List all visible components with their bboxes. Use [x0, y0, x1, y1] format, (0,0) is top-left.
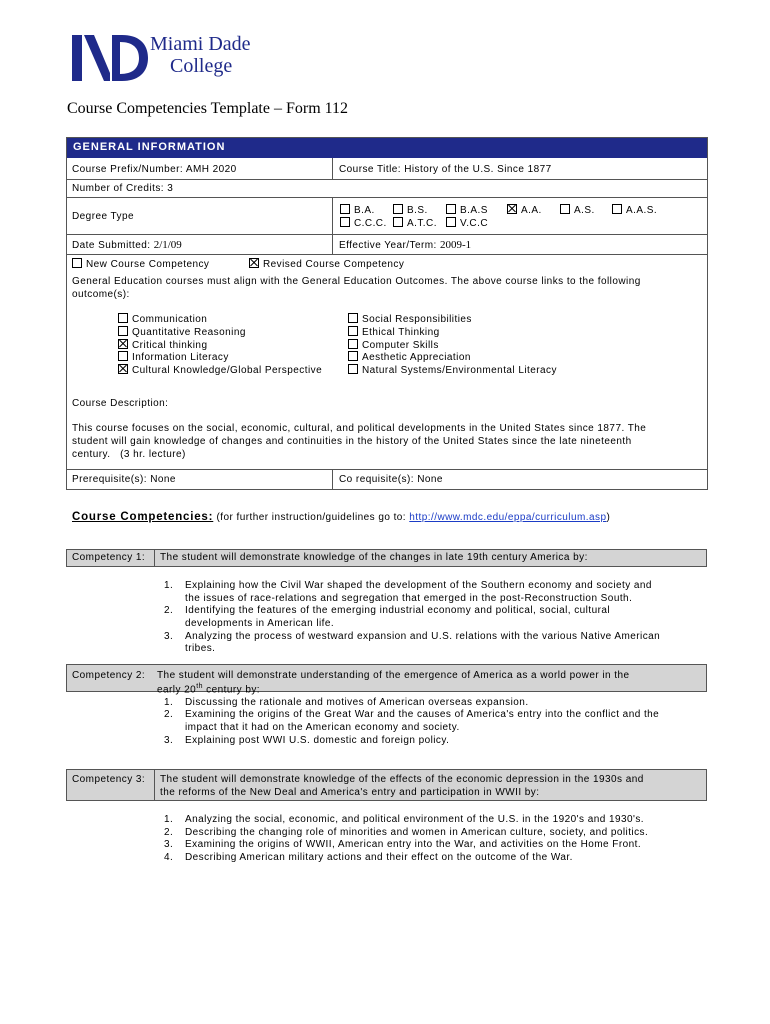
outcome-ethical-thinking[interactable]: Ethical Thinking — [348, 326, 440, 338]
competency-3-item-line: Describing the changing role of minorities and women in American culture, society, and politics. — [185, 827, 649, 838]
row-divider — [66, 469, 708, 470]
logo-text-line1: Miami Dade — [150, 33, 251, 55]
checkbox-icon — [393, 217, 403, 227]
checkbox-icon — [118, 313, 128, 323]
row-divider — [66, 197, 708, 198]
checkbox-icon — [340, 217, 350, 227]
checkbox-icon — [446, 204, 456, 214]
degree-option-bas[interactable]: B.A.S — [446, 204, 488, 216]
number-of-credits: Number of Credits: 3 — [72, 183, 174, 194]
column-divider — [154, 769, 155, 801]
competency-2-text: The student will demonstrate understanding of the emergence of America as a world power in the — [157, 670, 630, 681]
form-title: Course Competencies Template – Form 112 — [67, 100, 349, 117]
competency-2-text-continued: early 20th century by: — [157, 683, 261, 696]
checkbox-icon — [118, 351, 128, 361]
competency-1-item-line: the issues of race-relations and segregation that emerged in the post-Reconstruction South. — [185, 593, 633, 604]
course-description-line: century. (3 hr. lecture) — [72, 449, 186, 460]
curriculum-link[interactable]: http://www.mdc.edu/eppa/curriculum.asp — [409, 512, 607, 523]
degree-option-aas[interactable]: A.A.S. — [612, 204, 657, 216]
competency-3-item-line: Analyzing the social, economic, and political environment of the U.S. in the 1920's and 1930's. — [185, 814, 645, 825]
degree-option-as[interactable]: A.S. — [560, 204, 595, 216]
course-description-label: Course Description: — [72, 398, 169, 409]
general-information-header: GENERAL INFORMATION — [67, 137, 707, 158]
competency-2-item-number: 3. — [164, 735, 174, 746]
outcome-communication[interactable]: Communication — [118, 313, 207, 325]
outcome-quantitative-reasoning[interactable]: Quantitative Reasoning — [118, 326, 246, 338]
degree-option-bs[interactable]: B.S. — [393, 204, 428, 216]
competency-3-label: Competency 3: — [72, 774, 146, 785]
degree-option-ba[interactable]: B.A. — [340, 204, 375, 216]
checkbox-icon — [348, 364, 358, 374]
competency-2-item-line: impact that it had on the American economy and society. — [185, 722, 460, 733]
competency-3-item-number: 4. — [164, 852, 174, 863]
gen-ed-text: General Education courses must align with the General Education Outcomes. The above course links to the following outcome(s): — [72, 276, 641, 300]
outcome-natural-systems[interactable]: Natural Systems/Environmental Literacy — [348, 364, 557, 376]
corequisites: Co requisite(s): None — [339, 474, 443, 485]
checkbox-icon — [393, 204, 403, 214]
competency-1-item-line: Identifying the features of the emerging industrial economy and political, social, cultural — [185, 605, 611, 616]
effective-year-term: Effective Year/Term: 2009-1 — [339, 239, 472, 251]
course-prefix: Course Prefix/Number: AMH 2020 — [72, 164, 237, 175]
degree-type-label: Degree Type — [72, 211, 135, 222]
outcome-computer-skills[interactable]: Computer Skills — [348, 339, 439, 351]
row-divider — [66, 254, 708, 255]
competency-2-item-line: Explaining post WWI U.S. domestic and foreign policy. — [185, 735, 450, 746]
row-divider — [66, 234, 708, 235]
competency-1-item-number: 1. — [164, 580, 174, 591]
competency-3-item-number: 3. — [164, 839, 174, 850]
outcome-social-responsibilities[interactable]: Social Responsibilities — [348, 313, 472, 325]
checked-checkbox-icon — [118, 339, 128, 349]
competency-1-item-line: Analyzing the process of westward expansion and U.S. relations with the various Native American — [185, 631, 661, 642]
outcome-aesthetic-appreciation[interactable]: Aesthetic Appreciation — [348, 351, 471, 363]
competency-2-item-line: Discussing the rationale and motives of American overseas expansion. — [185, 697, 529, 708]
competency-2-item-line: Examining the origins of the Great War and the causes of America's entry into the conflict and the — [185, 709, 660, 720]
outcome-information-literacy[interactable]: Information Literacy — [118, 351, 229, 363]
row-divider — [66, 179, 708, 180]
date-submitted: Date Submitted: 2/1/09 — [72, 239, 182, 251]
revised-competency-option[interactable]: Revised Course Competency — [249, 258, 404, 270]
course-title: Course Title: History of the U.S. Since 1877 — [339, 164, 552, 175]
course-competencies-heading: Course Competencies: (for further instruction/guidelines go to: http://www.mdc.edu/eppa/curriculum.asp) — [72, 511, 611, 523]
competency-1-item-number: 2. — [164, 605, 174, 616]
degree-option-vcc[interactable]: V.C.C — [446, 217, 488, 229]
prerequisites: Prerequisite(s): None — [72, 474, 176, 485]
competency-3-text-continued: the reforms of the New Deal and America's entry and participation in WWII by: — [160, 787, 540, 798]
checkbox-icon — [446, 217, 456, 227]
checkbox-icon — [340, 204, 350, 214]
checkbox-icon — [348, 351, 358, 361]
competency-1-item-line: Explaining how the Civil War shaped the development of the Southern economy and society and — [185, 580, 652, 591]
competency-1-text: The student will demonstrate knowledge of the changes in late 19th century America by: — [160, 552, 588, 563]
logo-mark-icon — [70, 33, 150, 83]
competency-3-item-line: Describing American military actions and their effect on the outcome of the War. — [185, 852, 573, 863]
checkbox-icon — [118, 326, 128, 336]
checkbox-icon — [72, 258, 82, 268]
checkbox-icon — [348, 313, 358, 323]
logo-text-line2: College — [170, 55, 233, 77]
competency-3-item-line: Examining the origins of WWII, American entry into the War, and activities on the Home Front. — [185, 839, 642, 850]
checkbox-icon — [348, 326, 358, 336]
competency-3-item-number: 1. — [164, 814, 174, 825]
competency-2-item-number: 2. — [164, 709, 174, 720]
course-description-line: This course focuses on the social, economic, cultural, and political developments in the United States since 1877. The — [72, 423, 647, 434]
competency-3-text: The student will demonstrate knowledge of the effects of the economic depression in the 1930s and — [160, 774, 644, 785]
checkbox-icon — [612, 204, 622, 214]
column-divider — [332, 197, 333, 254]
college-logo — [70, 33, 290, 85]
competency-1-label: Competency 1: — [72, 552, 146, 563]
checked-checkbox-icon — [507, 204, 517, 214]
checkbox-icon — [560, 204, 570, 214]
competency-2-label: Competency 2: — [72, 670, 146, 681]
course-description-line: student will gain knowledge of changes and continuities in the history of the United States since the late nineteenth — [72, 436, 632, 447]
outcome-critical-thinking[interactable]: Critical thinking — [118, 339, 207, 351]
checked-checkbox-icon — [118, 364, 128, 374]
column-divider — [154, 549, 155, 567]
competency-1-item-number: 3. — [164, 631, 174, 642]
column-divider — [332, 469, 333, 490]
checkbox-icon — [348, 339, 358, 349]
competency-1-item-line: developments in American life. — [185, 618, 335, 629]
column-divider — [332, 158, 333, 179]
degree-option-ccc[interactable]: C.C.C. — [340, 217, 387, 229]
degree-option-aa[interactable]: A.A. — [507, 204, 542, 216]
competency-3-item-number: 2. — [164, 827, 174, 838]
degree-option-atc[interactable]: A.T.C. — [393, 217, 437, 229]
outcome-cultural-knowledge[interactable]: Cultural Knowledge/Global Perspective — [118, 364, 322, 376]
competency-2-item-number: 1. — [164, 697, 174, 708]
competency-1-item-line: tribes. — [185, 643, 216, 654]
checked-checkbox-icon — [249, 258, 259, 268]
new-competency-option[interactable]: New Course Competency — [72, 258, 209, 270]
